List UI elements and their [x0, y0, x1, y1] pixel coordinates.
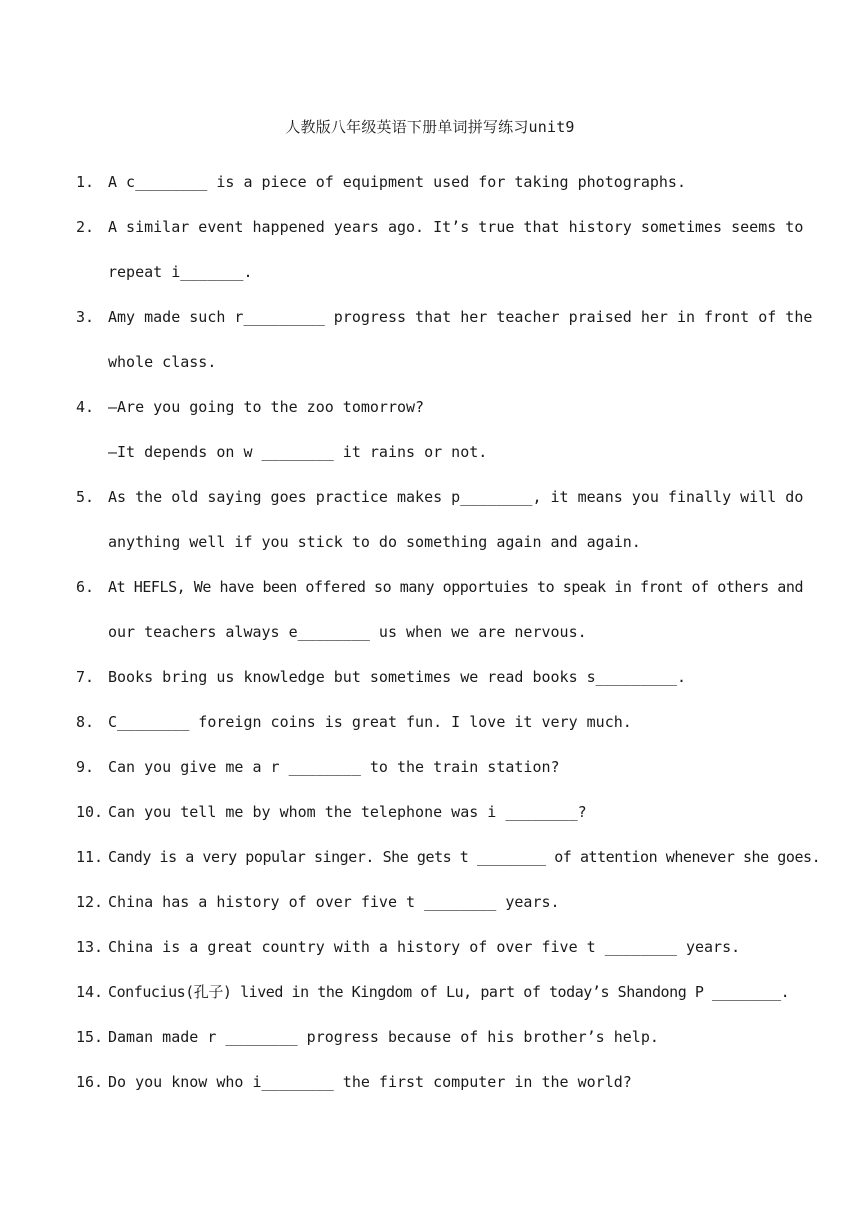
question-item [76, 970, 788, 1015]
question-text: A similar event happened years ago. It’s true that history sometimes seems to [108, 218, 804, 236]
dialogue-line-answer: —It depends on w ________ it rains or not. [108, 443, 488, 461]
question-text: Candy is a very popular singer. She gets t ________ of attention whenever she goes. [108, 848, 821, 866]
question-text: Can you tell me by whom the telephone was i ________? [108, 803, 587, 821]
question-item [76, 1015, 788, 1060]
question-item [76, 205, 804, 295]
question-number: 14. [76, 983, 104, 1001]
question-text: At HEFLS, We have been offered so many opportuies to speak in front of others and [108, 578, 804, 596]
question-text-continued: whole class. [108, 353, 217, 371]
question-number: 3. [76, 308, 95, 326]
question-item [76, 160, 788, 205]
question-number: 16. [76, 1073, 104, 1091]
question-number: 1. [76, 173, 95, 191]
question-text: China is a great country with a history of over five t ________ years. [108, 938, 741, 956]
question-number: 2. [76, 218, 95, 236]
question-number: 9. [76, 758, 95, 776]
question-number: 7. [76, 668, 95, 686]
question-item [76, 925, 788, 970]
question-item [76, 475, 804, 565]
question-text-continued: anything well if you stick to do something again and again. [108, 533, 641, 551]
page-title: 人教版八年级英语下册单词拼写练习unit9 [285, 118, 575, 136]
question-text-continued: repeat i_______. [108, 263, 253, 281]
question-text: Can you give me a r ________ to the train station? [108, 758, 560, 776]
question-list [76, 160, 821, 1105]
question-text: Amy made such r_________ progress that her teacher praised her in front of the [108, 308, 813, 326]
question-number: 4. [76, 398, 95, 416]
question-item [76, 700, 788, 745]
question-item [76, 655, 788, 700]
question-item [76, 295, 813, 385]
question-number: 11. [76, 848, 104, 866]
question-item [76, 745, 788, 790]
question-text: Do you know who i________ the first computer in the world? [108, 1073, 632, 1091]
question-item [76, 790, 788, 835]
question-number: 8. [76, 713, 95, 731]
question-item [76, 1060, 788, 1105]
question-text: As the old saying goes practice makes p________, it means you finally will do [108, 488, 804, 506]
question-number: 10. [76, 803, 104, 821]
question-number: 12. [76, 893, 104, 911]
question-text: Confucius(孔子) lived in the Kingdom of Lu, part of today’s Shandong P ________. [108, 983, 790, 1001]
question-number: 5. [76, 488, 95, 506]
question-text: C________ foreign coins is great fun. I love it very much. [108, 713, 632, 731]
question-text: China has a history of over five t ________ years. [108, 893, 560, 911]
question-text: A c________ is a piece of equipment used for taking photographs. [108, 173, 686, 191]
question-text: Daman made r ________ progress because of his brother’s help. [108, 1028, 659, 1046]
dialogue-line-question: —Are you going to the zoo tomorrow? [108, 398, 425, 416]
question-number: 6. [76, 578, 95, 596]
question-text-continued: our teachers always e________ us when we are nervous. [108, 623, 587, 641]
question-item [76, 835, 821, 880]
question-item [76, 880, 788, 925]
question-number: 15. [76, 1028, 104, 1046]
question-text: Books bring us knowledge but sometimes we read books s_________. [108, 668, 686, 686]
question-item [76, 565, 804, 655]
question-item [76, 385, 788, 475]
question-number: 13. [76, 938, 104, 956]
